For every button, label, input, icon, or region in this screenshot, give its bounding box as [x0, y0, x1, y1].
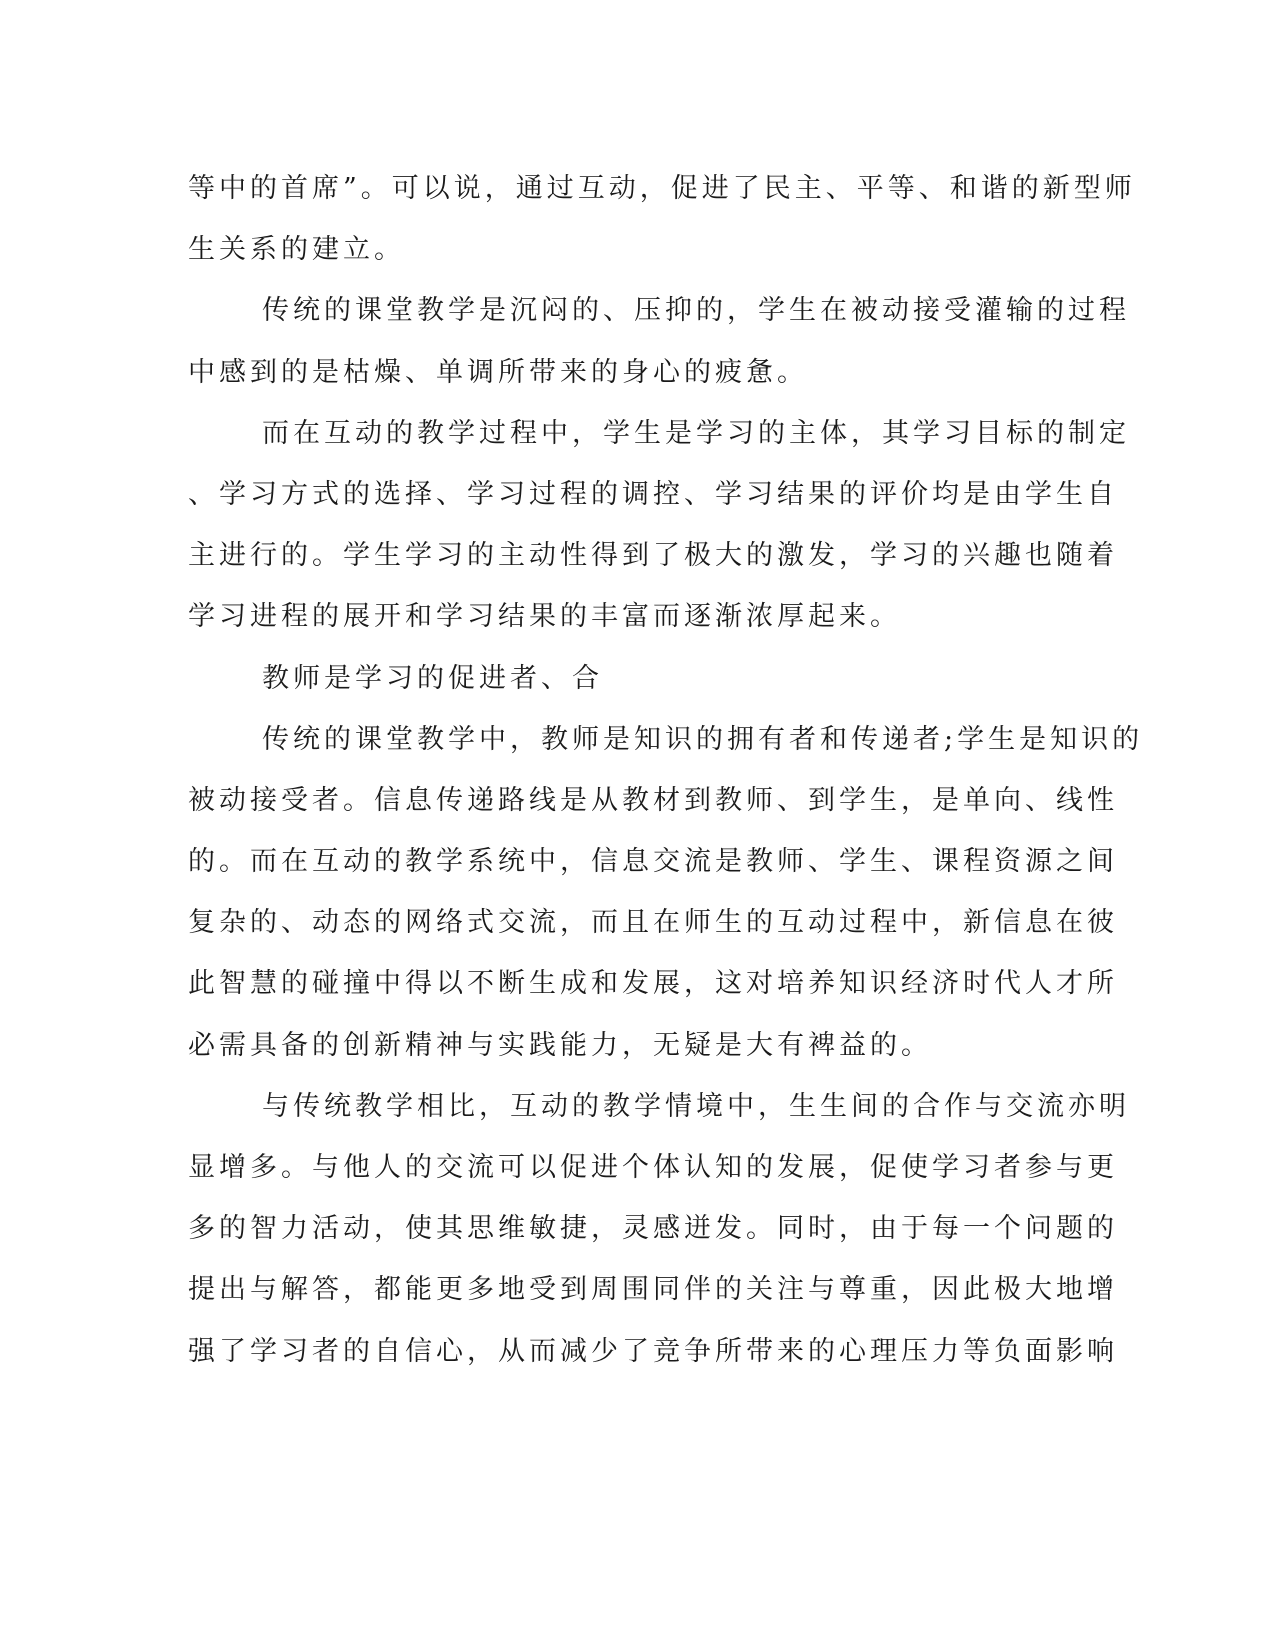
text-line: 学习进程的展开和学习结果的丰富而逐渐浓厚起来。	[188, 601, 901, 633]
text-line: 被动接受者。信息传递路线是从教材到教师、到学生，是单向、线性	[188, 784, 1118, 816]
text-line: 必需具备的创新精神与实践能力，无疑是大有裨益的。	[188, 1029, 932, 1061]
text-line: 传统的课堂教学中，教师是知识的拥有者和传递者;学生是知识的	[262, 723, 1144, 755]
text-line: 教师是学习的促进者、合	[262, 662, 603, 694]
text-line: 与传统教学相比，互动的教学情境中，生生间的合作与交流亦明	[262, 1090, 1130, 1122]
text-line: 等中的首席”。可以说，通过互动，促进了民主、平等、和谐的新型师	[188, 173, 1136, 204]
text-line: 的。而在互动的教学系统中，信息交流是教师、学生、课程资源之间	[188, 846, 1118, 878]
text-line: 多的智力活动，使其思维敏捷，灵感迸发。同时，由于每一个问题的	[188, 1213, 1118, 1245]
text-line: 传统的课堂教学是沉闷的、压抑的，学生在被动接受灌输的过程	[262, 295, 1130, 327]
text-line: 而在互动的教学过程中，学生是学习的主体，其学习目标的制定	[262, 417, 1130, 449]
text-line: 显增多。与他人的交流可以促进个体认知的发展，促使学习者参与更	[188, 1152, 1118, 1183]
text-line: 中感到的是枯燥、单调所带来的身心的疲惫。	[188, 356, 808, 388]
text-line: 复杂的、动态的网络式交流，而且在师生的互动过程中，新信息在彼	[188, 907, 1118, 939]
text-line: 主进行的。学生学习的主动性得到了极大的激发，学习的兴趣也随着	[188, 540, 1118, 572]
text-line: 提出与解答，都能更多地受到周围同伴的关注与尊重，因此极大地增	[188, 1274, 1118, 1306]
text-line: 强了学习者的自信心，从而减少了竞争所带来的心理压力等负面影响	[188, 1335, 1118, 1367]
text-line: 、学习方式的选择、学习过程的调控、学习结果的评价均是由学生自	[188, 478, 1118, 510]
text-line: 生关系的建立。	[188, 234, 405, 266]
body-text	[188, 158, 1144, 1382]
text-line: 此智慧的碰撞中得以不断生成和发展，这对培养知识经济时代人才所	[188, 968, 1118, 1000]
